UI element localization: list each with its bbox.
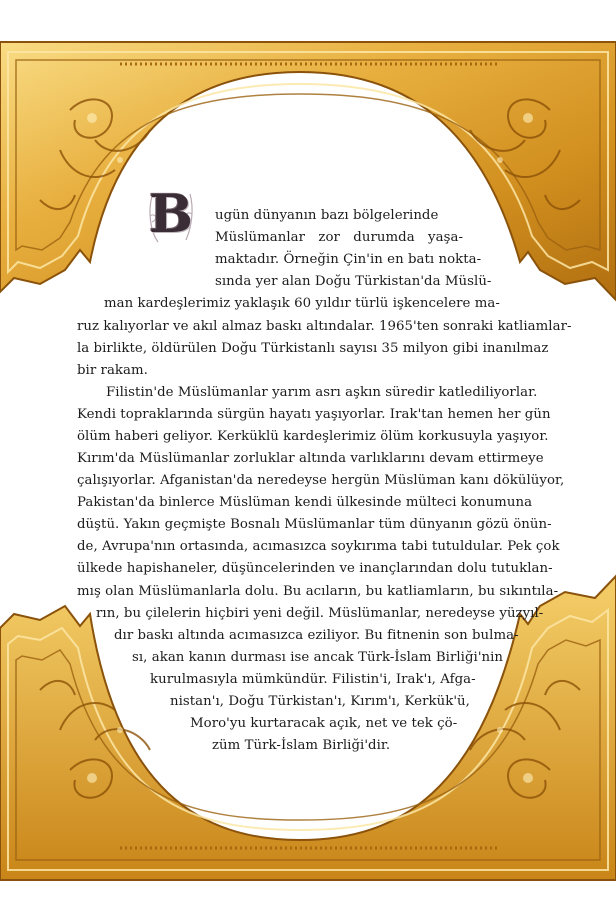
text-line: Kırım'da Müslümanlar zorluklar altında varlıklarını devam ettirmeye [77,451,544,466]
text-line: Moro'yu kurtaracak açık, net ve tek çö- [190,716,458,731]
text-line: rın, bu çilelerin hiçbiri yeni değil. Müslümanlar, neredeyse yüzyıl- [96,606,544,621]
text-line: ölüm haberi geliyor. Kerküklü kardeşlerimiz ölüm korkusuyla yaşıyor. [77,429,549,444]
text-line: çalışıyorlar. Afganistan'da neredeyse hergün Müslüman kanı dökülüyor, [77,473,565,488]
text-line: maktadır. Örneğin Çin'in en batı nokta- [215,252,482,267]
text-line: bir rakam. [77,363,148,378]
text-line: züm Türk-İslam Birliği'dir. [212,738,391,753]
text-line: mış olan Müslümanlarla dolu. Bu acıların, bu katliamların, bu sıkıntıla- [77,584,559,599]
text-line: Kendi topraklarında sürgün hayatı yaşıyorlar. Irak'tan hemen her gün [77,407,551,422]
text-line: düştü. Yakın geçmişte Bosnalı Müslümanlar tüm dünyanın gözü önün- [77,517,552,532]
text-line: kurulmasıyla mümkündür. Filistin'i, Irak'ı, Afga- [150,672,476,687]
text-line: sı, akan kanın durması ise ancak Türk-İslam Birliği'nin [132,650,504,665]
text-line: ülkede hapishaneler, düşüncelerinden ve inançlarından dolu tutuklan- [77,561,553,576]
text-line: sında yer alan Doğu Türkistan'da Müslü- [215,274,492,289]
text-line: la birlikte, öldürülen Doğu Türkistanlı sayısı 35 milyon gibi inanılmaz [77,341,549,356]
text-line: Filistin'de Müslümanlar yarım asrı aşkın süredir katlediliyorlar. [106,385,538,400]
text-line: Pakistan'da binlerce Müslüman kendi ülkesinde mülteci konumuna [77,495,533,510]
text-line: ugün dünyanın bazı bölgelerinde [215,208,439,223]
text-line: de, Avrupa'nın ortasında, acımasızca soykırıma tabi tutuldular. Pek çok [77,539,560,554]
text-line: dır baskı altında acımasızca eziliyor. Bu fitnenin son bulma- [114,628,519,643]
text-line: man kardeşlerimiz yaklaşık 60 yıldır türlü işkencelere ma- [104,296,500,311]
drop-cap: B [149,184,193,245]
text-line: ruz kalıyorlar ve akıl almaz baskı altındalar. 1965'ten sonraki katliamlar- [77,319,572,334]
text-line: nistan'ı, Doğu Türkistan'ı, Kırım'ı, Kerkük'ü, [170,694,470,709]
text-line: Müslümanlar zor durumda yaşa- [215,230,463,245]
